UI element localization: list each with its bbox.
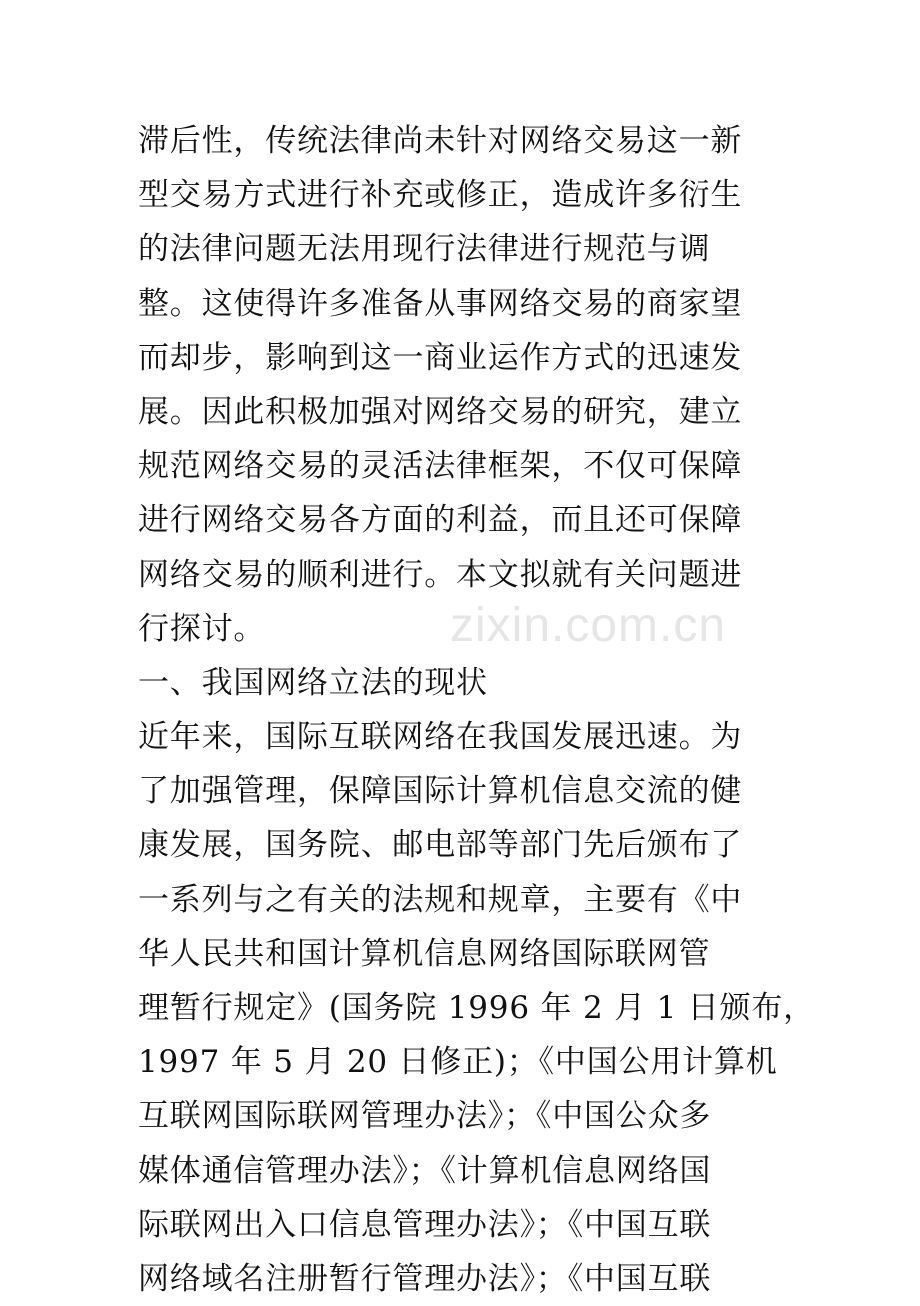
text-line: 型交易方式进行补充或修正，造成许多衍生 [138,177,743,214]
watermark: zixin.com.cn [450,599,727,652]
text-line: 而却步，影响到这一商业运作方式的迅速发 [138,339,743,376]
text-line: 的法律问题无法用现行法律进行规范与调 [138,231,711,268]
text-line: 媒体通信管理办法》；《计算机信息网络国 [138,1152,712,1189]
text-line: 近年来，国际互联网络在我国发展迅速。为 [138,719,743,756]
body-text [138,114,815,1306]
text-line: 网络交易的顺利进行。本文拟就有关问题进 [138,556,743,593]
text-line: 康发展，国务院、邮电部等部门先后颁布了 [138,827,743,864]
text-line: 行探讨。 [138,610,266,647]
text-line: 华人民共和国计算机信息网络国际联网管 [138,935,711,972]
text-line: 互联网国际联网管理办法》；《中国公众多 [138,1098,712,1135]
text-line: 进行网络交易各方面的利益，而且还可保障 [138,502,743,539]
text-line: 滞后性，传统法律尚未针对网络交易这一新 [138,123,743,159]
text-line: 际联网出入口信息管理办法》；《中国互联 [138,1206,712,1243]
section-heading: 一、我国网络立法的现状 [138,664,488,701]
text-line: 规范网络交易的灵活法律框架，不仅可保障 [138,448,743,485]
text-line: 展。因此积极加强对网络交易的研究，建立 [138,393,743,430]
text-line: 整。这使得许多准备从事网络交易的商家望 [138,285,743,322]
text-line: 理暂行规定》(国务院 1996 年 2 月 1 日颁布， [138,990,815,1026]
text-line: 网络域名注册暂行管理办法》；《中国互联 [138,1260,712,1297]
text-line: 一系列与之有关的法规和规章，主要有《中 [138,881,743,918]
text-line: 1997 年 5 月 20 日修正)；《中国公用计算机 [138,1044,778,1081]
text-line: 了加强管理，保障国际计算机信息交流的健 [138,773,743,810]
